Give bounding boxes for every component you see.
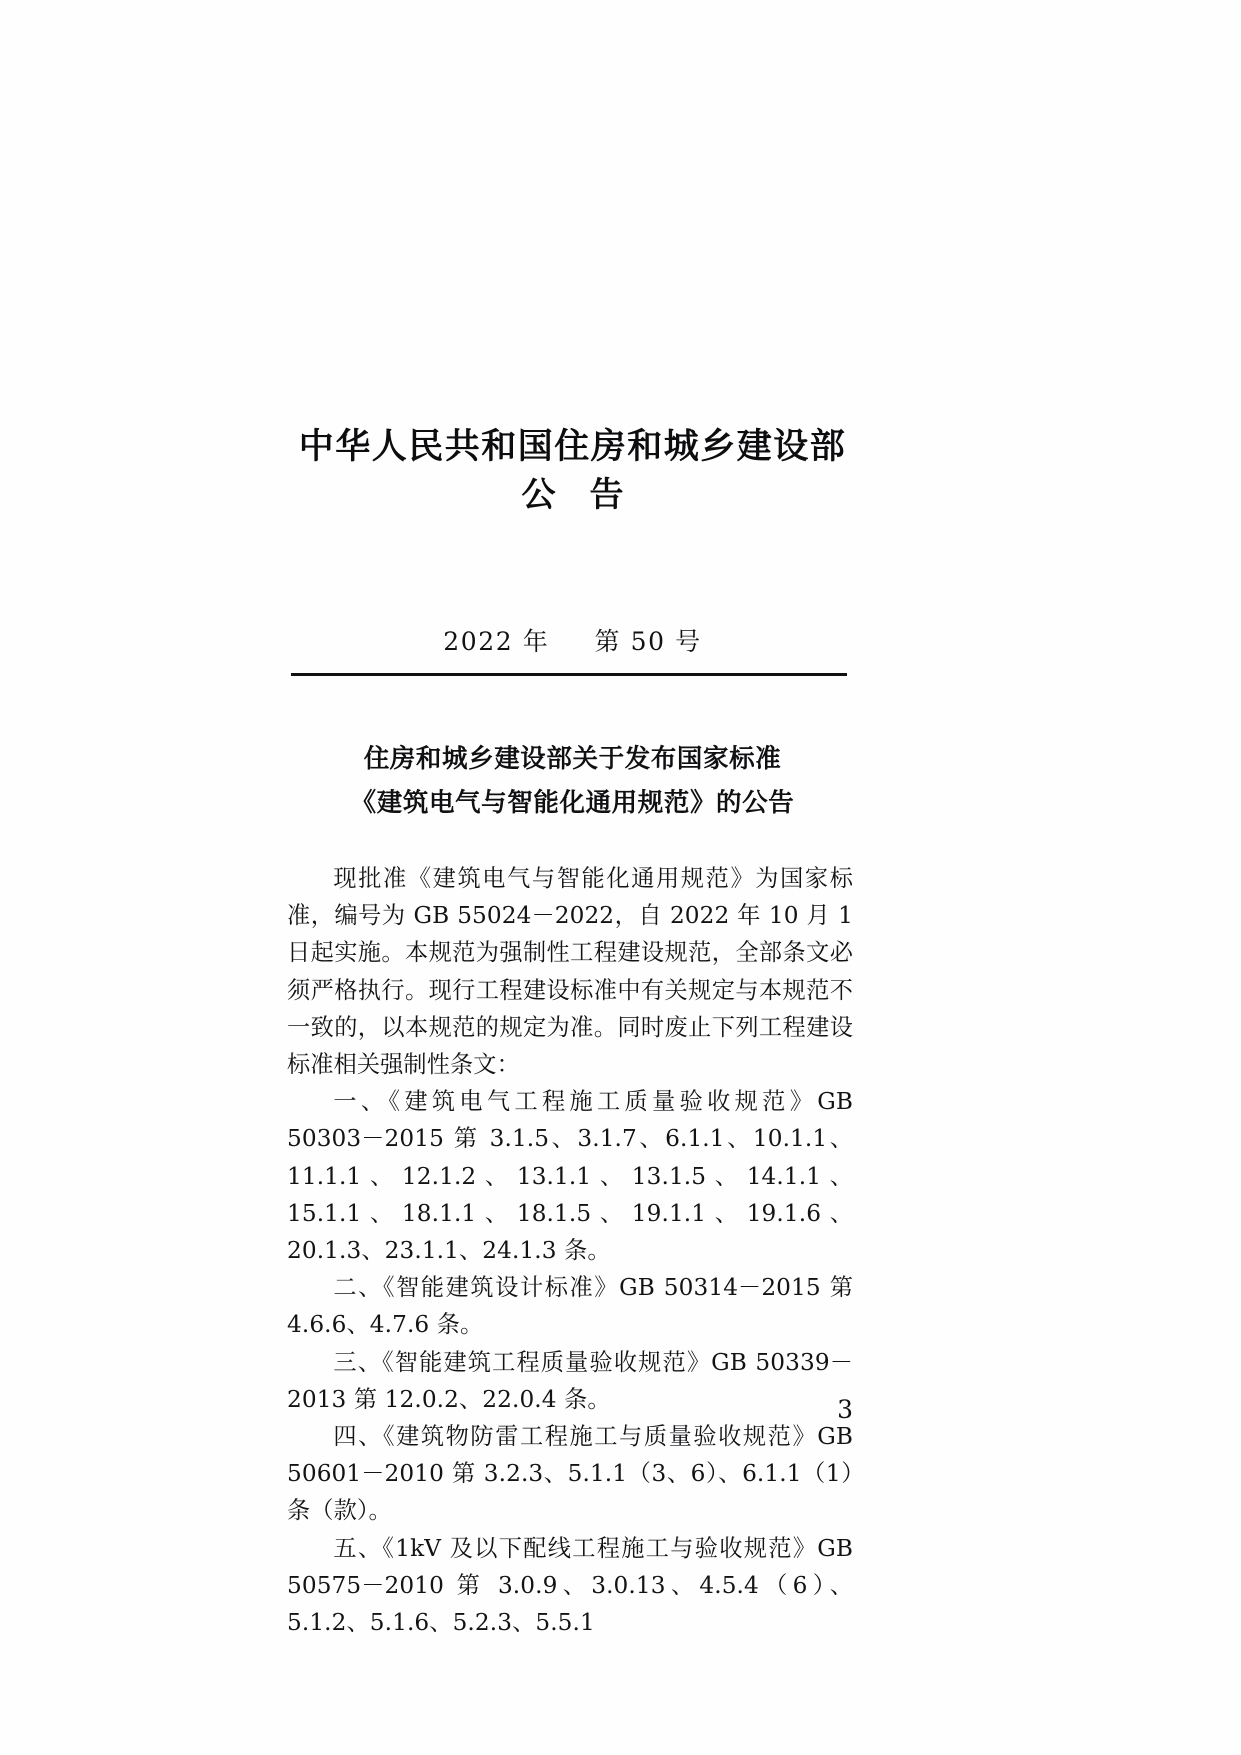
page-number: 3 bbox=[837, 1395, 853, 1424]
headline-line-2: 《建筑电气与智能化通用规范》的公告 bbox=[350, 787, 795, 818]
page-title bbox=[285, 738, 860, 826]
headline-line-1: 住房和城乡建设部关于发布国家标准 bbox=[363, 744, 782, 774]
issue-number: 第 50 号 bbox=[594, 627, 702, 656]
repealed-item-3: 三、《智能建筑工程质量验收规范》GB 50339－2013 第 12.0.2、22.0.4 条。 bbox=[287, 1348, 853, 1413]
repealed-item-2: 二、《智能建筑设计标准》GB 50314－2015 第 4.6.6、4.7.6 条。 bbox=[287, 1274, 853, 1339]
paragraph-intro: 现批准《建筑电气与智能化通用规范》为国家标准，编号为 GB 55024－2022，自 2022 年 10 月 1 日起实施。本规范为强制性工程建设规范，全部条文必须严格执行。现行工程建设标准中有关规定与本规范不一致的，以本规范的规定为准。同时废止下列工程建设标准相关强制性条文： bbox=[287, 865, 853, 1079]
document-kind-title: 公告 bbox=[521, 474, 658, 515]
issuing-organization-title: 中华人民共和国住房和城乡建设部 bbox=[298, 426, 847, 467]
masthead bbox=[285, 425, 860, 521]
repealed-item-1: 一、《建筑电气工程施工质量验收规范》GB 50303－2015 第 3.1.5、3.1.7、6.1.1、10.1.1、11.1.1、12.1.2、13.1.1、13.1.5、14.1.1、15.1.1、18.1.1、18.1.5、19.1.1、19.1.6、20.1.3、23.1.1、24.1.3 条。 bbox=[287, 1088, 853, 1265]
header-divider-rule bbox=[291, 673, 847, 676]
repealed-item-4: 四、《建筑物防雷工程施工与质量验收规范》GB 50601－2010 第 3.2.3、5.1.1（3、6）、6.1.1（1）条（款）。 bbox=[287, 1423, 853, 1525]
repealed-item-5: 五、《1kV 及以下配线工程施工与验收规范》GB 50575－2010 第 3.0.9、3.0.13、4.5.4（6）、5.1.2、5.1.6、5.2.3、5.5.1 bbox=[287, 1534, 853, 1637]
body-text bbox=[287, 860, 853, 1641]
issue-year: 2022 年 bbox=[443, 627, 550, 656]
issue-line bbox=[285, 622, 860, 658]
